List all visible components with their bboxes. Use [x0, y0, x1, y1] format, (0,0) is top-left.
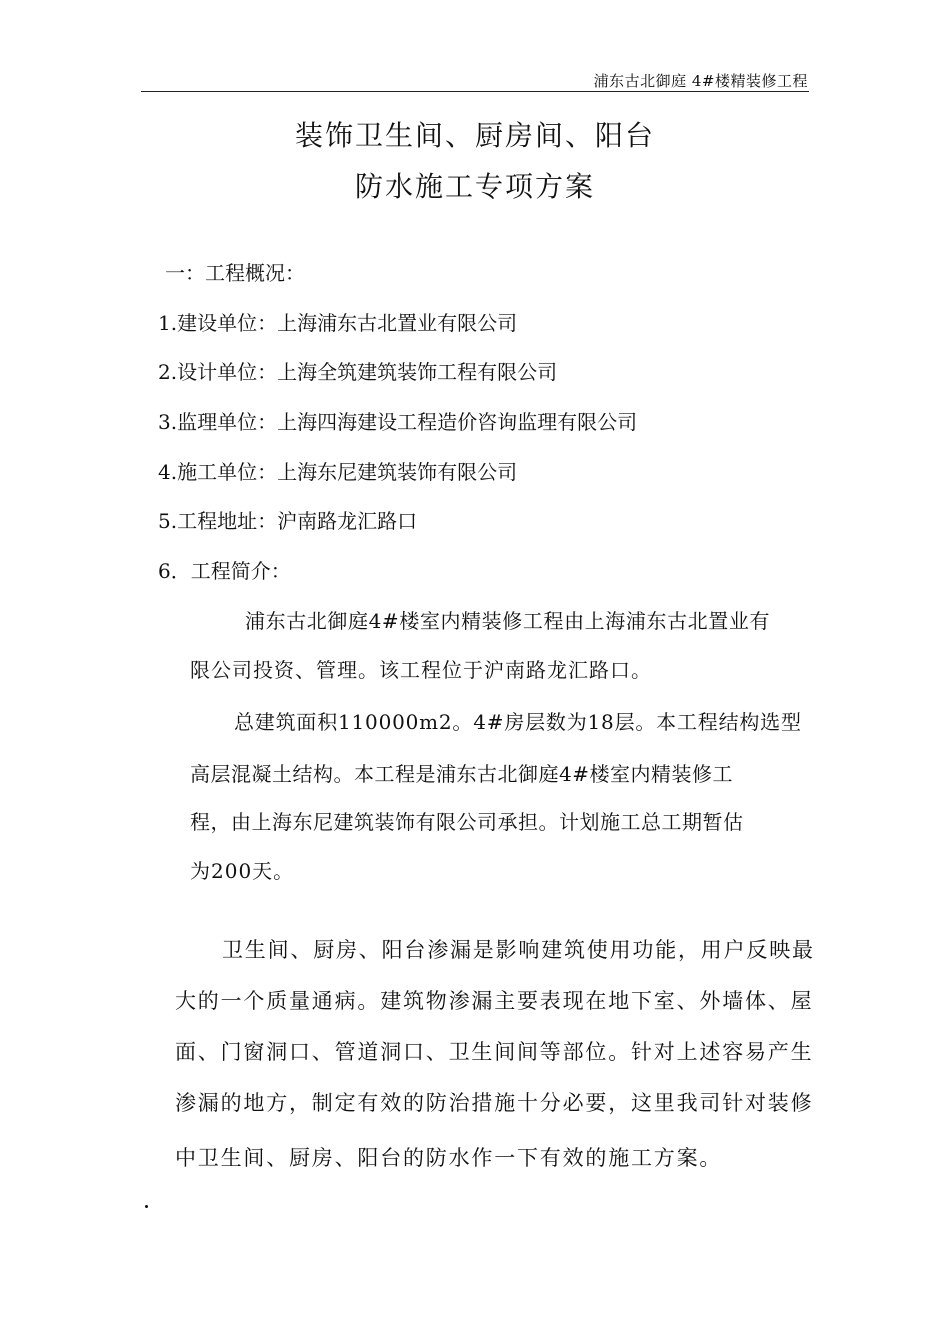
- overview-item-intro-heading: 6．工程简介：: [158, 559, 291, 583]
- intro-paragraph-2-line-4: 为200天。: [190, 859, 295, 883]
- overview-item-supervisor: 3.监理单位：上海四海建设工程造价咨询监理有限公司: [158, 410, 638, 434]
- intro-paragraph-2-line-3: 程，由上海东尼建筑装饰有限公司承担。计划施工总工期暂估: [190, 810, 744, 834]
- section-heading: 一：工程概况：: [165, 261, 305, 285]
- overview-item-contractor: 4.施工单位：上海东尼建筑装饰有限公司: [158, 460, 518, 484]
- leakage-line-1: 卫生间、厨房、阳台渗漏是影响建筑使用功能，用户反映最: [222, 938, 815, 962]
- title-line-2: 防水施工专项方案: [354, 170, 595, 203]
- header-project-name: 浦东古北御庭 4#楼精装修工程: [593, 72, 808, 90]
- intro-paragraph-2-line-2: 高层混凝土结构。本工程是浦东古北御庭4#楼室内精装修工: [190, 762, 733, 786]
- leakage-line-2: 大的一个质量通病。建筑物渗漏主要表现在地下室、外墙体、屋: [175, 989, 814, 1013]
- leakage-line-3: 面、门窗洞口、管道洞口、卫生间间等部位。针对上述容易产生: [175, 1040, 814, 1064]
- page-marker-dot: [145, 1205, 148, 1208]
- overview-item-address: 5.工程地址：沪南路龙汇路口: [158, 509, 418, 533]
- leakage-line-5: 中卫生间、厨房、阳台的防水作一下有效的施工方案。: [175, 1146, 723, 1170]
- header-divider: [141, 91, 809, 92]
- leakage-line-4: 渗漏的地方，制定有效的防治措施十分必要，这里我司针对装修: [175, 1091, 814, 1115]
- intro-paragraph-1-line-1: 浦东古北御庭4#楼室内精装修工程由上海浦东古北置业有: [245, 609, 771, 633]
- intro-paragraph-1-line-2: 限公司投资、管理。该工程位于沪南路龙汇路口。: [190, 658, 652, 682]
- overview-item-designer: 2.设计单位：上海全筑建筑装饰工程有限公司: [158, 360, 558, 384]
- title-line-1: 装饰卫生间、厨房间、阳台: [294, 119, 655, 152]
- overview-item-developer: 1.建设单位：上海浦东古北置业有限公司: [158, 311, 518, 335]
- intro-paragraph-2-line-1: 总建筑面积110000m2。4#房层数为18层。本工程结构选型: [234, 710, 802, 734]
